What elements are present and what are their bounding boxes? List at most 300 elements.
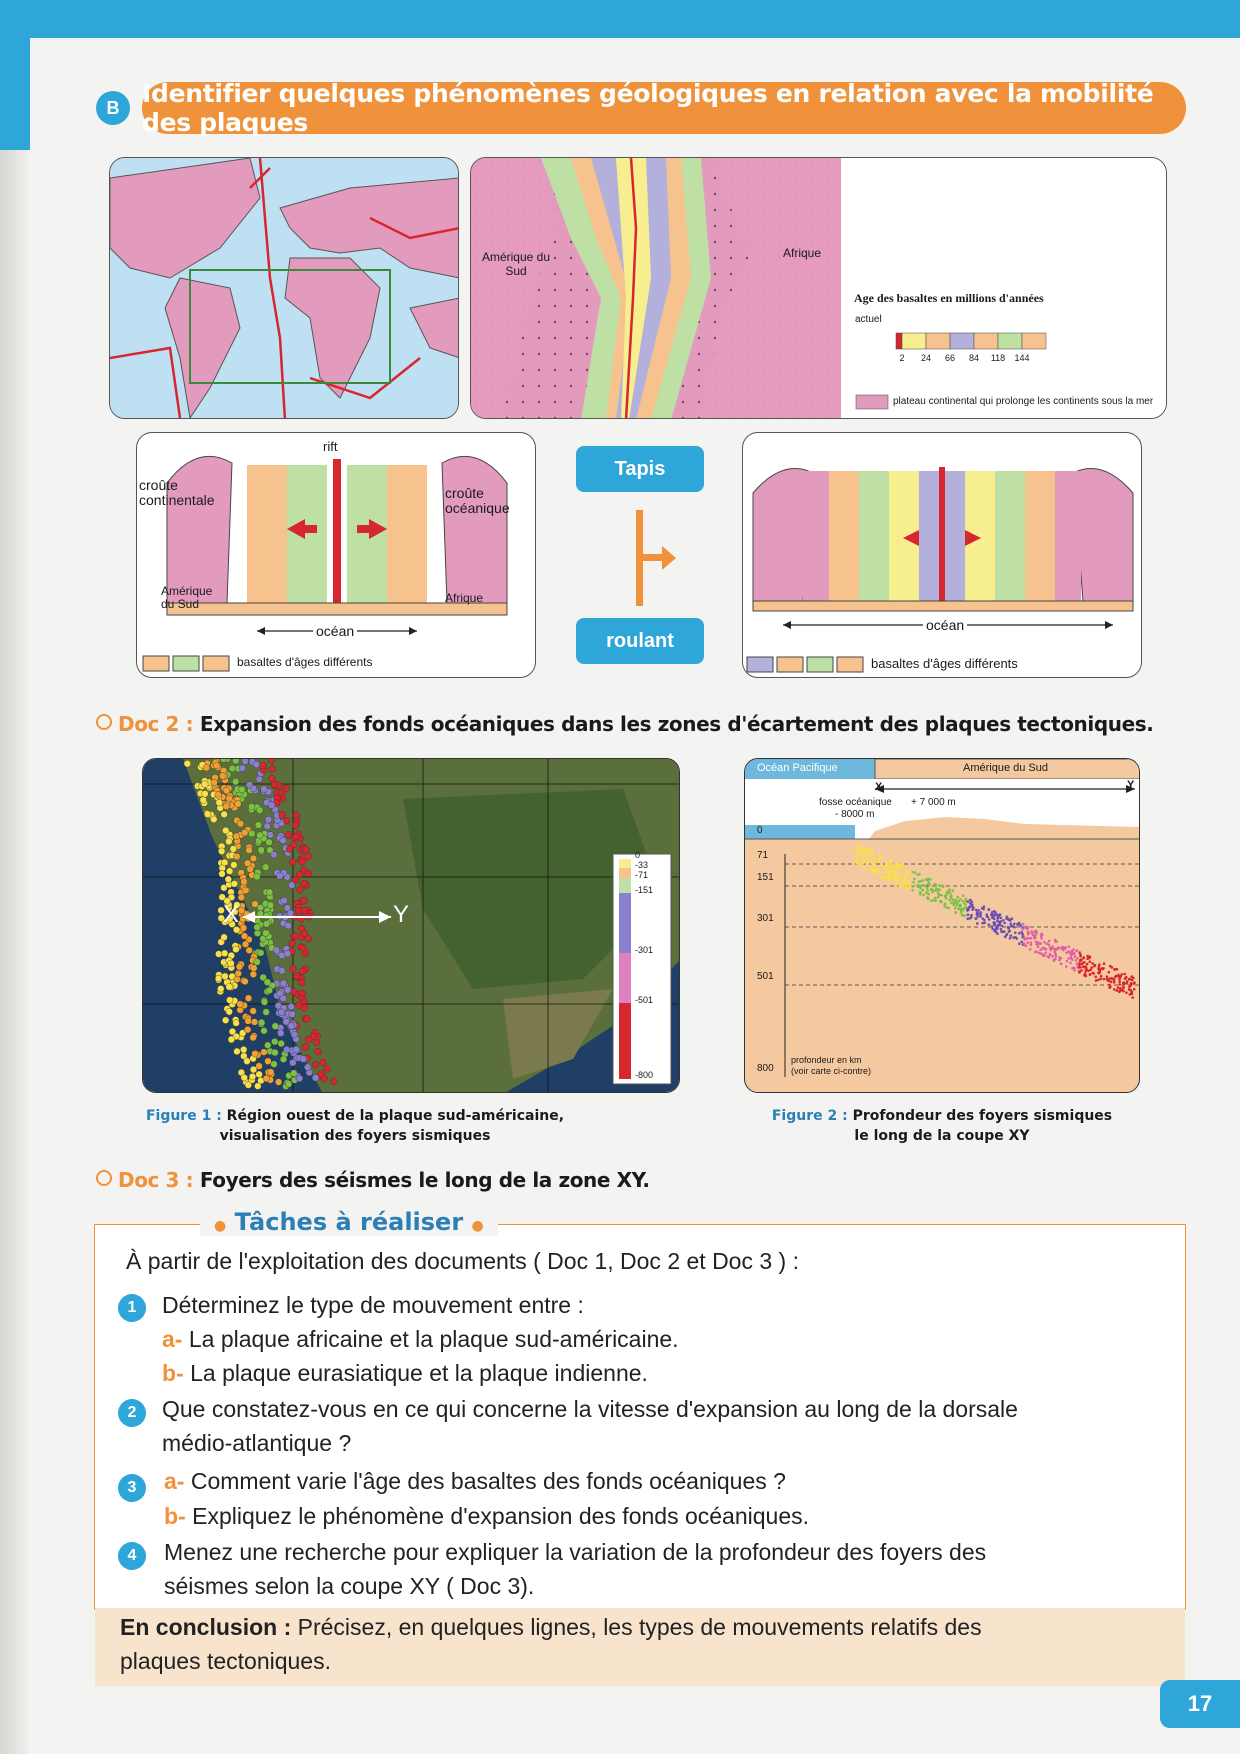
figure2-caption [752,1106,1132,1147]
quake-dot [245,995,252,1002]
quake-dot [233,1020,240,1027]
quake-dot [234,1048,241,1055]
quake-dot [222,973,229,980]
slab-dot [969,899,972,902]
slab-dot [979,915,982,918]
quake-dot [305,870,312,877]
label-section-y: Y [1127,779,1135,791]
label-trench: fosse océanique [819,797,892,808]
slab-dot [904,876,907,879]
slab-dot [1128,988,1131,991]
slab-dot [1068,950,1071,953]
slab-dot [1113,988,1116,991]
slab-dot [1044,951,1047,954]
task-3a [164,1468,786,1495]
slab-dot [1119,989,1122,992]
slab-dot [996,917,999,920]
quake-dot [290,1070,297,1077]
quake-dot [302,1044,309,1051]
slab-dot [1010,934,1013,937]
slab-dot [1078,951,1081,954]
slab-dot [993,929,996,932]
slab-dot [1076,963,1079,966]
slab-dot [991,928,994,931]
slab-dot [1097,967,1100,970]
slab-dot [980,911,983,914]
slab-dot [1078,971,1081,974]
slab-dot [1051,945,1054,948]
quake-dot [266,889,273,896]
slab-dot [892,870,895,873]
slab-dot [902,884,905,887]
slab-dot [1061,947,1064,950]
slab-dot [881,871,884,874]
quake-dot [250,1034,257,1041]
slab-dot [1102,978,1105,981]
ocean-age-map [471,158,1167,419]
quake-dot [263,1075,270,1082]
quake-dot [263,912,270,919]
slab-dot [990,913,993,916]
task-3b [164,1503,809,1530]
task-3b-text: Expliquez le phénomène d'expansion des fonds océaniques. [192,1503,809,1529]
quake-dot [219,772,226,779]
slab-dot [887,864,890,867]
tasks-intro: À partir de l'exploitation des documents ( Doc 1, Doc 2 et Doc 3 ) : [126,1248,799,1274]
task-2-line2: médio-atlantique ? [162,1430,352,1456]
quake-dot [228,1036,235,1043]
slab-dot [1048,940,1051,943]
slab-dot [1116,968,1119,971]
slab-dot [987,923,990,926]
slab-dot [1035,941,1038,944]
quake-dot [260,762,267,769]
slab-dot [929,878,932,881]
slab-dot [1097,978,1100,981]
figure2-caption-label: Figure 2 : [771,1108,848,1124]
legend-tick-0: 2 [899,353,905,363]
slab-dot [1053,959,1056,962]
quake-dot [304,1016,311,1023]
slab-dot [905,870,908,873]
quake-dot [268,802,275,809]
quake-dot [293,833,300,840]
doc2-title: Expansion des fonds océaniques dans les zones d'écartement des plaques tectoniques. [199,712,1154,736]
slab-dot [1001,925,1004,928]
quake-dot [226,868,233,875]
slab-dot [1057,946,1060,949]
slab-dot [870,850,873,853]
quake-dot [250,1008,257,1015]
tasks-title: ● Tâches à réaliser ● [200,1208,498,1236]
quake-dot [278,789,285,796]
slab-dot [996,932,999,935]
quake-dot [279,967,286,974]
slab-dot [956,896,959,899]
slab-dot [958,905,961,908]
slab-dot [1074,955,1077,958]
label-south-america: Amérique du Sud [481,250,551,279]
label-africa: Afrique [783,246,822,260]
slab-dot [1124,977,1127,980]
quake-dot [221,950,228,957]
connector-arrow [604,510,684,606]
slab-dot [1037,945,1040,948]
quake-dot [240,1046,247,1053]
slab-dot [1030,930,1033,933]
slab-dot [869,860,872,863]
slab-dot [1034,951,1037,954]
quake-dot [278,1040,285,1047]
label-pacific: Océan Pacifique [757,762,838,774]
depth-tick-1: 71 [757,850,769,861]
quake-dot [241,1074,248,1081]
section-badge: B [96,91,130,125]
rift-diagram-right-panel [742,432,1142,678]
slab-dot [1069,962,1072,965]
slab-dot [993,918,996,921]
slab-dot [976,922,979,925]
slab-dot [856,856,859,859]
quake-dot [267,831,274,838]
quake-dot [286,846,293,853]
slab-dot [1108,971,1111,974]
quake-dot [281,897,288,904]
label-south-america-diagram: Amérique du Sud [161,584,213,611]
quake-dot [246,947,253,954]
scale-tick-1: -33 [635,860,649,870]
slab-dot [961,913,964,916]
slab-dot [866,863,869,866]
slab-dot [889,869,892,872]
quake-dot [280,1056,287,1063]
quake-dot [301,880,308,887]
slab-dot [1018,923,1021,926]
quake-dot [217,985,224,992]
slab-dot [1042,954,1045,957]
quake-dot [265,1058,272,1065]
quake-dot [279,811,286,818]
scale-tick-0: 0 [635,850,641,860]
quake-dot [221,934,228,941]
slab-dot [934,897,937,900]
slab-dot [1095,979,1098,982]
slab-dot [859,846,862,849]
quake-dot [296,1075,303,1082]
quake-dot [267,902,274,909]
slab-dot [1081,962,1084,965]
slab-dot [1106,977,1109,980]
section-title: Identifier quelques phénomènes géologiques en relation avec la mobilité des plaques [142,82,1186,134]
quake-dot [265,816,272,823]
slab-dot [944,903,947,906]
slab-dot [1009,919,1012,922]
slab-dot [1002,919,1005,922]
label-height: + 7 000 m [911,797,956,808]
quake-dot [290,988,297,995]
quake-dot [289,859,296,866]
slab-dot [871,862,874,865]
quake-dot [250,855,257,862]
slab-dot [964,903,967,906]
quake-dot [292,822,299,829]
axis-label-depth: profondeur en km [791,1055,862,1065]
slab-dot [1125,991,1128,994]
ocean-age-map-panel [470,157,1167,419]
quake-dot [269,775,276,782]
quake-dot [280,837,287,844]
slab-dot [1093,965,1096,968]
quake-dot [215,792,222,799]
slab-dot [886,875,889,878]
quake-dot [261,1027,268,1034]
slab-dot [1003,922,1006,925]
slab-dot [1035,929,1038,932]
task-number-3: 3 [118,1474,146,1502]
quake-dot [285,831,292,838]
quake-dot [299,968,306,975]
slab-dot [983,919,986,922]
quake-dot [271,1061,278,1068]
slab-dot [889,872,892,875]
pill-roulant: roulant [576,618,704,664]
quake-dot [256,1071,263,1078]
slab-dot [1035,943,1038,946]
scale-tick-6: -800 [635,1070,654,1080]
slab-dot [1055,954,1058,957]
tasks-title-text: Tâches à réaliser [234,1208,464,1236]
slab-dot [895,882,898,885]
slab-dot [1066,960,1069,963]
slab-dot [964,897,967,900]
quake-dot [284,986,291,993]
quake-dot [262,930,269,937]
slab-dot [1089,973,1092,976]
task-1b-text: La plaque eurasiatique et la plaque indienne. [190,1360,648,1386]
slab-dot [1073,969,1076,972]
slab-dot [914,871,917,874]
slab-dot [891,864,894,867]
slab-dot [962,900,965,903]
slab-dot [952,899,955,902]
slab-dot [1000,930,1003,933]
slab-dot [911,889,914,892]
quake-dot [284,950,291,957]
quake-dot [226,983,233,990]
quake-dot [235,970,242,977]
slab-dot [906,887,909,890]
quake-dot [236,963,243,970]
quake-dot [252,901,259,908]
slab-dot [900,874,903,877]
slab-dot [875,868,878,871]
slab-dot [916,873,919,876]
conclusion-line2: plaques tectoniques. [120,1648,331,1674]
legend-ticks [471,353,1167,367]
slab-dot [994,923,997,926]
quake-dot [248,803,255,810]
slab-dot [991,925,994,928]
top-banner [0,0,1240,38]
quake-dot [219,894,226,901]
quake-dot [301,897,308,904]
quake-dot [283,817,290,824]
task-number-4: 4 [118,1542,146,1570]
book-spine [0,150,28,1754]
slab-dot [870,867,873,870]
slab-dot [1131,996,1134,999]
slab-dot [1088,956,1091,959]
quake-dot [283,1046,290,1053]
conclusion-text1: Précisez, en quelques lignes, les types de mouvements relatifs des [291,1614,982,1640]
quake-dot [248,830,255,837]
depth-tick-5: 800 [757,1063,774,1074]
slab-dot [926,889,929,892]
slab-dot [907,880,910,883]
quake-dot [225,838,232,845]
slab-dot [998,924,1001,927]
slab-dot [922,879,925,882]
slab-dot [877,859,880,862]
slab-dot [976,911,979,914]
slab-dot [945,906,948,909]
slab-dot [946,893,949,896]
slab-dot [886,867,889,870]
cross-section [745,759,1140,1093]
slab-dot [948,899,951,902]
quake-dot [292,933,299,940]
quake-dot [264,1042,271,1049]
slab-dot [994,912,997,915]
quake-dot [230,846,237,853]
slab-dot [1027,933,1030,936]
quake-dot [254,959,261,966]
slab-dot [904,885,907,888]
slab-dot [947,890,950,893]
slab-dot [986,915,989,918]
slab-dot [1091,972,1094,975]
legend-tick-2: 66 [944,353,956,363]
slab-dot [870,854,873,857]
task-1: Déterminez le type de mouvement entre : [162,1292,584,1318]
quake-dot [233,833,240,840]
quake-dot [275,1079,282,1086]
slab-dot [937,888,940,891]
quake-dot [246,847,253,854]
world-map [110,158,459,419]
slab-dot [1055,940,1058,943]
slab-dot [865,851,868,854]
slab-dot [987,909,990,912]
slab-dot [1005,917,1008,920]
task-number-1: 1 [118,1294,146,1322]
slab-dot [878,856,881,859]
quake-dot [244,1026,251,1033]
slab-dot [909,871,912,874]
slab-dot [1029,943,1032,946]
slab-dot [922,889,925,892]
quake-dot [229,1028,236,1035]
quake-dot [304,1064,311,1071]
slab-dot [926,887,929,890]
slab-dot [1026,927,1029,930]
slab-dot [952,902,955,905]
slab-dot [941,885,944,888]
quake-dot [293,973,300,980]
quake-dot [280,980,287,987]
quake-dot [250,971,257,978]
legend-actuel: actuel [855,314,882,325]
slab-dot [1068,945,1071,948]
slab-dot [1122,982,1125,985]
slab-dot [966,917,969,920]
legend-tick-5: 144 [1014,353,1030,363]
figure2-caption-line2: le long de la coupe XY [854,1128,1030,1145]
quake-dot [254,930,261,937]
quake-dot [324,1066,331,1073]
quake-dot [232,778,239,785]
quake-dot [300,944,307,951]
slab-dot [864,868,867,871]
slab-dot [971,908,974,911]
quake-dot [222,1017,229,1024]
slab-dot [1075,959,1078,962]
legend-tick-3: 84 [968,353,980,363]
legend-title: Age des basaltes en millions d'années [854,291,1044,305]
figure1-caption-line2: visualisation des foyers sismiques [219,1128,491,1145]
quake-dot [200,797,207,804]
slab-dot [867,858,870,861]
slab-dot [922,894,925,897]
label-basalts-left: basaltes d'âges différents [237,655,373,669]
slab-dot [919,893,922,896]
slab-dot [1041,947,1044,950]
doc3-label: Doc 3 : [118,1168,194,1192]
quake-dot [225,876,232,883]
slab-dot [899,885,902,888]
slab-dot [1050,948,1053,951]
label-south-america-section: Amérique du Sud [963,762,1048,774]
slab-dot [861,855,864,858]
slab-dot [1084,967,1087,970]
quake-dot [276,990,283,997]
slab-dot [913,878,916,881]
slab-dot [866,854,869,857]
slab-dot [1121,989,1124,992]
quake-dot [264,979,271,986]
slab-dot [1101,968,1104,971]
slab-dot [1099,978,1102,981]
slab-dot [1122,986,1125,989]
quake-dot [210,816,217,823]
quake-dot [216,799,223,806]
quake-dot [271,1038,278,1045]
slab-earthquake-dots [854,844,1136,999]
quake-dot [267,1069,274,1076]
quake-dot [285,922,292,929]
slab-dot [1039,942,1042,945]
slab-dot [875,871,878,874]
quake-dot [305,853,312,860]
slab-dot [907,873,910,876]
quake-dot [202,790,209,797]
slab-dot [926,896,929,899]
slab-dot [950,895,953,898]
quake-dot [276,873,283,880]
label-rift: rift [323,439,338,454]
quake-dot [289,1011,296,1018]
slab-dot [859,848,862,851]
